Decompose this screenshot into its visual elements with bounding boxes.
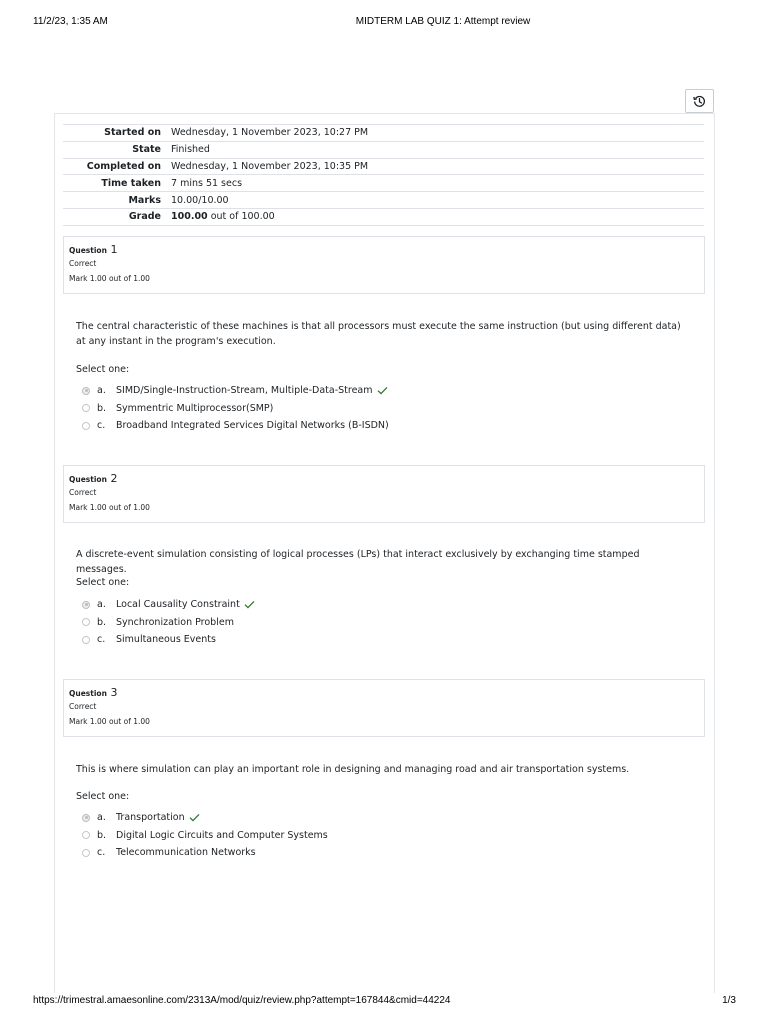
attempt-summary-table xyxy=(63,124,704,226)
summary-value xyxy=(167,208,704,225)
radio-unselected[interactable] xyxy=(82,831,90,839)
summary-row-state xyxy=(63,141,704,158)
option-letter: a. xyxy=(97,385,106,397)
print-page-title: MIDTERM LAB QUIZ 1: Attempt review xyxy=(355,16,531,27)
summary-row-time-taken xyxy=(63,175,704,192)
correct-check-icon xyxy=(244,600,255,609)
option-letter: a. xyxy=(97,812,106,824)
question-label: Question xyxy=(69,689,107,698)
option-label: Transportation xyxy=(116,812,185,824)
summary-label: Grade xyxy=(128,211,161,223)
summary-value: 10.00/10.00 xyxy=(171,194,229,206)
summary-label: Started on xyxy=(104,127,161,139)
question-text-1: The central characteristic of these machines is that all processors must execute the same instruction (but using different data) at any instant in the program's execution. xyxy=(76,321,681,347)
grade-suffix: out of 100.00 xyxy=(207,211,275,223)
option-label: Digital Logic Circuits and Computer Systems xyxy=(116,829,328,841)
summary-value: Wednesday, 1 November 2023, 10:27 PM xyxy=(171,127,369,139)
page-url: https://trimestral.amaesonline.com/2313A/mod/quiz/review.php?attempt=167844&cmid=44224 xyxy=(33,995,451,1006)
question-info-2 xyxy=(63,465,705,523)
question-text-3: This is where simulation can play an important role in designing and managing road and air transportation systems. xyxy=(76,764,630,775)
answer-option[interactable] xyxy=(82,382,389,400)
correct-check-icon xyxy=(377,386,388,395)
radio-unselected[interactable] xyxy=(82,618,90,626)
question-number xyxy=(69,471,704,486)
option-label: Local Causality Constraint xyxy=(116,599,240,611)
page-number: 1/3 xyxy=(722,995,736,1006)
answer-option[interactable] xyxy=(82,631,255,649)
print-footer xyxy=(0,995,768,1009)
question-number-value: 2 xyxy=(110,472,118,485)
radio-unselected[interactable] xyxy=(82,422,90,430)
answer-options-3 xyxy=(82,809,328,862)
radio-selected[interactable] xyxy=(82,814,90,822)
print-date: 11/2/23, 1:35 AM xyxy=(33,16,108,27)
question-number-value: 1 xyxy=(110,243,118,256)
question-number xyxy=(69,242,704,257)
summary-row-marks xyxy=(63,192,704,209)
question-grade: Mark 1.00 out of 1.00 xyxy=(69,274,150,283)
radio-unselected[interactable] xyxy=(82,849,90,857)
answer-option[interactable] xyxy=(82,844,328,862)
option-label: Simultaneous Events xyxy=(116,634,216,646)
question-info-3 xyxy=(63,679,705,737)
option-letter: b. xyxy=(97,829,107,841)
option-letter: c. xyxy=(97,420,106,432)
radio-selected[interactable] xyxy=(82,387,90,395)
summary-label: Completed on xyxy=(86,160,161,172)
summary-label: Marks xyxy=(128,194,161,206)
correct-check-icon xyxy=(189,813,200,822)
summary-value: Wednesday, 1 November 2023, 10:35 PM xyxy=(171,160,369,172)
summary-row-started-on xyxy=(63,125,704,142)
summary-row-grade xyxy=(63,208,704,225)
question-label: Question xyxy=(69,246,107,255)
summary-label: Time taken xyxy=(101,177,161,189)
question-label: Question xyxy=(69,475,107,484)
print-header xyxy=(0,16,768,30)
option-label: Broadband Integrated Services Digital Networks (B-ISDN) xyxy=(116,420,389,432)
option-label: Symmentric Multiprocessor(SMP) xyxy=(116,402,274,414)
grade-value: 100.00 xyxy=(171,211,208,223)
question-state: Correct xyxy=(69,259,97,268)
option-letter: b. xyxy=(97,402,107,414)
radio-selected[interactable] xyxy=(82,601,90,609)
answer-option[interactable] xyxy=(82,417,389,435)
question-grade: Mark 1.00 out of 1.00 xyxy=(69,503,150,512)
question-text-2: A discrete-event simulation consisting of logical processes (LPs) that interact exclusively by exchanging time stamped messages. xyxy=(76,549,640,575)
history-icon xyxy=(693,95,706,108)
option-label: Telecommunication Networks xyxy=(116,847,256,859)
option-label: SIMD/Single-Instruction-Stream, Multiple-Data-Stream xyxy=(116,385,373,397)
summary-label: State xyxy=(132,144,161,156)
summary-value: 7 mins 51 secs xyxy=(171,177,243,189)
option-letter: b. xyxy=(97,616,107,628)
answer-option[interactable] xyxy=(82,596,255,614)
summary-row-completed-on xyxy=(63,158,704,175)
select-one-label: Select one: xyxy=(76,364,130,375)
radio-unselected[interactable] xyxy=(82,636,90,644)
select-one-label: Select one: xyxy=(76,577,130,588)
answer-option[interactable] xyxy=(82,809,328,827)
option-label: Synchronization Problem xyxy=(116,616,234,628)
answer-options-2 xyxy=(82,596,255,649)
question-state: Correct xyxy=(69,488,97,497)
answer-option[interactable] xyxy=(82,400,389,418)
question-info-1 xyxy=(63,236,705,294)
answer-option[interactable] xyxy=(82,614,255,632)
answer-option[interactable] xyxy=(82,827,328,845)
radio-unselected[interactable] xyxy=(82,404,90,412)
select-one-label: Select one: xyxy=(76,791,130,802)
question-number-value: 3 xyxy=(110,686,118,699)
option-letter: c. xyxy=(97,847,106,859)
option-letter: c. xyxy=(97,634,106,646)
option-letter: a. xyxy=(97,599,106,611)
summary-value: Finished xyxy=(171,144,210,156)
question-number xyxy=(69,685,704,700)
attempt-history-button[interactable] xyxy=(685,89,714,113)
question-grade: Mark 1.00 out of 1.00 xyxy=(69,717,150,726)
answer-options-1 xyxy=(82,382,389,435)
question-state: Correct xyxy=(69,702,97,711)
